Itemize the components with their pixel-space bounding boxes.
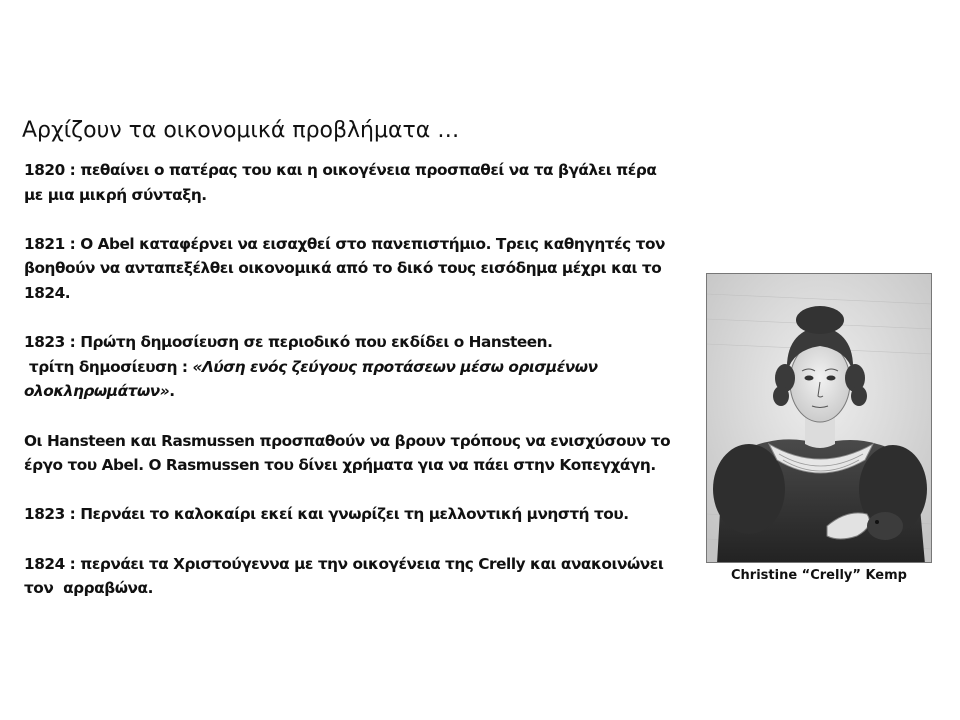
text-line: βοηθούν να ανταπεξέλθει οικονομικά από το δικό τους εισόδημα μέχρι και το xyxy=(24,259,662,278)
text-line: με μια μικρή σύνταξη. xyxy=(24,185,207,204)
text-line: τον αρραβώνα. xyxy=(24,579,153,598)
text-line: Οι Hansteen και Rasmussen προσπαθούν να βρουν τρόπους να ενισχύσουν το xyxy=(24,431,671,450)
portrait-engraving-icon xyxy=(707,274,932,563)
portrait-image xyxy=(706,273,932,563)
publication-title: «Λύση ενός ζεύγους προτάσεων μέσω ορισμένων xyxy=(192,357,598,376)
portrait-caption: Christine “Crelly” Kemp xyxy=(731,568,907,583)
text-line: 1824. xyxy=(24,283,71,302)
text-line: 1821 : Ο Abel καταφέρνει να εισαχθεί στο πανεπιστήμιο. Τρεις καθηγητές τον xyxy=(24,234,665,253)
text-segment: τρίτη δημοσίευση : xyxy=(24,357,193,376)
text-line: 1823 : Περνάει το καλοκαίρι εκεί και γνωρίζει τη μελλοντική μνηστή του. xyxy=(24,505,629,524)
paragraph-1821 xyxy=(24,232,689,306)
text-line xyxy=(24,355,689,380)
body-text xyxy=(24,158,689,625)
text-line: 1824 : περνάει τα Χριστούγεννα με την οικογένεια της Crelly και ανακοινώνει xyxy=(24,554,664,573)
paragraph-1824 xyxy=(24,552,689,601)
text-line: 1823 : Πρώτη δημοσίευση σε περιοδικό που εκδίδει ο Hansteen. xyxy=(24,333,553,352)
text-segment: . xyxy=(169,382,175,401)
text-line: 1820 : πεθαίνει ο πατέρας του και η οικογένεια προσπαθεί να τα βγάλει πέρα xyxy=(24,161,657,179)
paragraph-hansteen-rasmussen xyxy=(24,429,689,478)
slide-title: Αρχίζουν τα οικονομικά προβλήματα … xyxy=(22,118,460,143)
publication-title-cont: ολοκληρωμάτων» xyxy=(24,382,170,401)
paragraph-1823-summer xyxy=(24,502,689,527)
paragraph-1823-publications xyxy=(24,330,689,404)
paragraph-1820 xyxy=(24,158,689,207)
text-line: έργο του Abel. Ο Rasmussen του δίνει χρήματα για να πάει στην Κοπεγχάγη. xyxy=(24,456,656,475)
text-line xyxy=(24,379,689,404)
